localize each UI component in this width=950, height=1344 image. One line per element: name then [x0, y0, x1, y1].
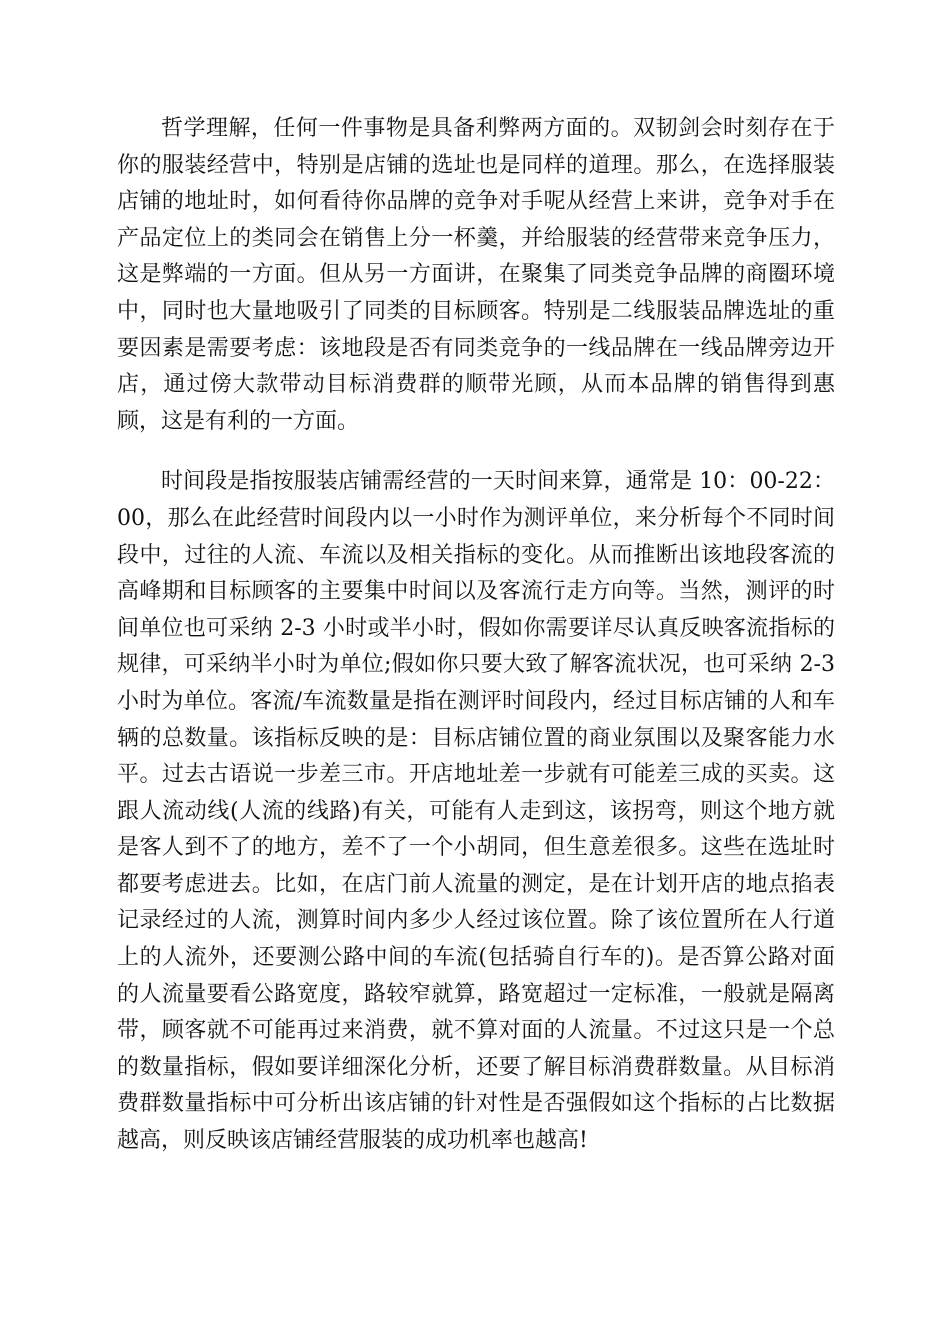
paragraph-time-period-analysis: 时间段是指按服装店铺需经营的一天时间来算，通常是 10：00-22：00，那么在此经营时间段内以一小时作为测评单位，来分析每个不同时间段中，过往的人流、车流以及相关指标的变化。从而推断出该地段客流的高峰期和目标顾客的主要集中时间以及客流行走方向等。当然，测评的时间单位也可采纳 2-3 小时或半小时，假如你需要详尽认真反映客流指标的规律，可采纳半小时为单位;假如你只要大致了解客流状况，也可采纳 2-3 小时为单位。客流/车流数量是指在测评时间段内，经过目标店铺的人和车辆的总数量。该指标反映的是：目标店铺位置的商业氛围以及聚客能力水平。过去古语说一步差三市。开店地址差一步就有可能差三成的买卖。这跟人流动线(人流的线路)有关，可能有人走到这，该拐弯，则这个地方就是客人到不了的地方，差不了一个小胡同，但生意差很多。这些在选址时都要考虑进去。比如，在店门前人流量的测定，是在计划开店的地点掐表记录经过的人流，测算时间内多少人经过该位置。除了该位置所在人行道上的人流外，还要测公路中间的车流(包括骑自行车的)。是否算公路对面的人流量要看公路宽度，路较窄就算，路宽超过一定标准，一般就是隔离带，顾客就不可能再过来消费，就不算对面的人流量。不过这只是一个总的数量指标，假如要详细深化分析，还要了解目标消费群数量。从目标消费群数量指标中可分析出该店铺的针对性是否强假如这个指标的占比数据越高，则反映该店铺经营服装的成功机率也越高! [117, 469, 835, 1154]
document-body [117, 111, 835, 1160]
paragraph-pros-and-cons: 哲学理解，任何一件事物是具备利弊两方面的。双韧剑会时刻存在于你的服装经营中，特别是店铺的选址也是同样的道理。那么，在选择服装店铺的地址时，如何看待你品牌的竞争对手呢从经营上来讲，竞争对手在产品定位上的类同会在销售上分一杯羹，并给服装的经营带来竞争压力，这是弊端的一方面。但从另一方面讲，在聚集了同类竞争品牌的商圈环境中，同时也大量地吸引了同类的目标顾客。特别是二线服装品牌选址的重要因素是需要考虑：该地段是否有同类竞争的一线品牌在一线品牌旁边开店，通过傍大款带动目标消费群的顺带光顾，从而本品牌的销售得到惠顾，这是有利的一方面。 [117, 116, 835, 434]
